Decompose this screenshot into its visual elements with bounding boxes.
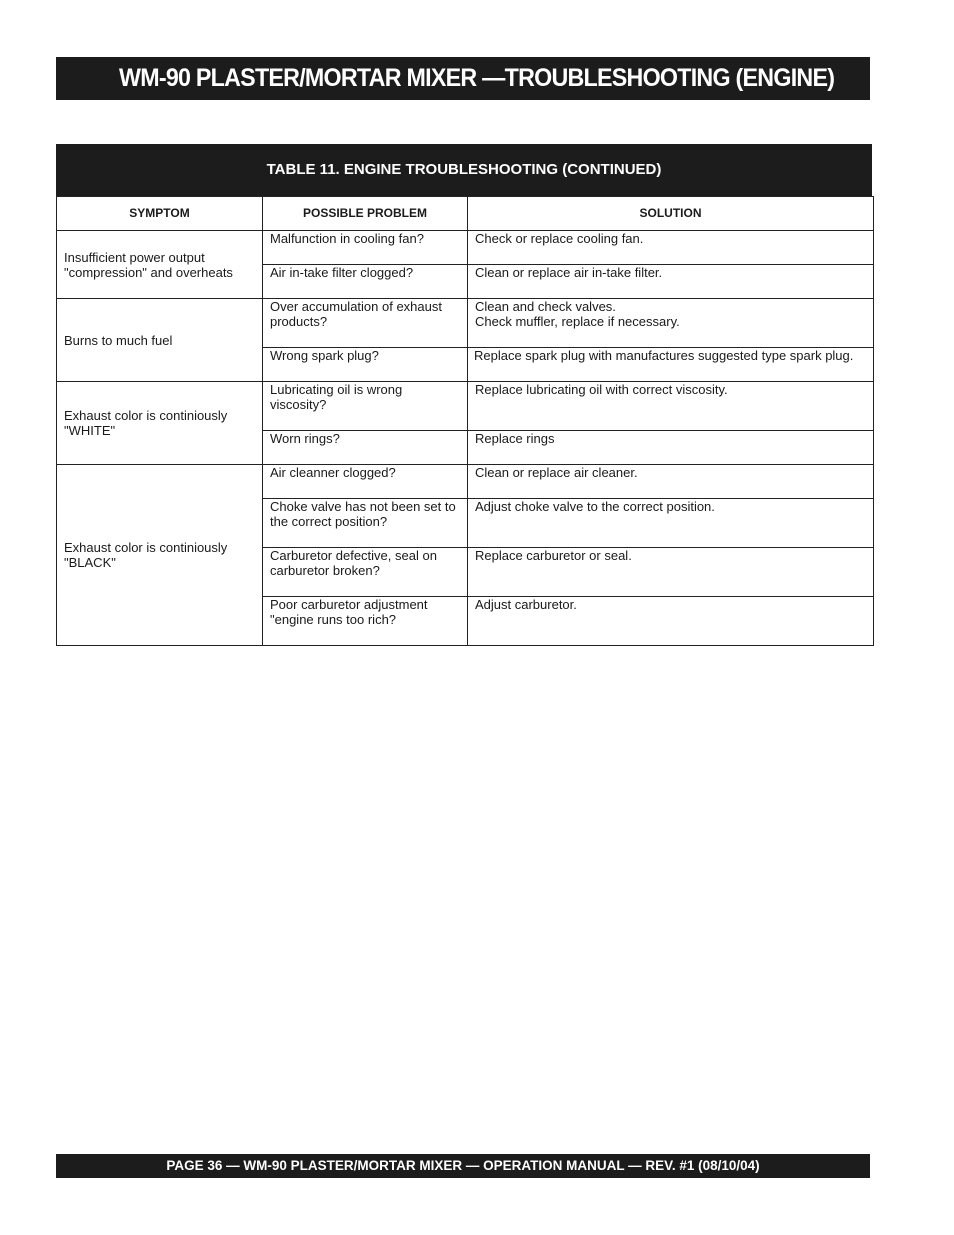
table-row: [57, 231, 874, 265]
symptom-cell: Exhaust color is continiously "WHITE": [57, 382, 263, 465]
problem-cell: Wrong spark plug?: [263, 348, 468, 382]
table-row: [57, 382, 874, 431]
table-caption: TABLE 11. ENGINE TROUBLESHOOTING (CONTINUED): [56, 144, 872, 196]
solution-cell: Clean or replace air cleaner.: [468, 465, 874, 499]
solution-cell: Clean and check valves. Check muffler, replace if necessary.: [468, 299, 874, 348]
problem-cell: Carburetor defective, seal on carburetor broken?: [263, 548, 468, 597]
problem-cell: Poor carburetor adjustment "engine runs too rich?: [263, 597, 468, 646]
solution-cell: Replace lubricating oil with correct viscosity.: [468, 382, 874, 431]
problem-cell: Worn rings?: [263, 431, 468, 465]
problem-cell: Lubricating oil is wrong viscosity?: [263, 382, 468, 431]
symptom-cell: Exhaust color is continiously "BLACK": [57, 465, 263, 646]
solution-cell: Adjust carburetor.: [468, 597, 874, 646]
symptom-cell: Insufficient power output "compression" and overheats: [57, 231, 263, 299]
table-row: [57, 299, 874, 348]
solution-cell: Clean or replace air in-take filter.: [468, 265, 874, 299]
problem-cell: Choke valve has not been set to the correct position?: [263, 499, 468, 548]
troubleshooting-table: [56, 196, 874, 646]
troubleshooting-table-container: [56, 144, 873, 646]
problem-cell: Over accumulation of exhaust products?: [263, 299, 468, 348]
problem-cell: Malfunction in cooling fan?: [263, 231, 468, 265]
header-solution: SOLUTION: [468, 197, 874, 231]
header-symptom: SYMPTOM: [57, 197, 263, 231]
symptom-cell: Burns to much fuel: [57, 299, 263, 382]
solution-cell: Replace carburetor or seal.: [468, 548, 874, 597]
page-footer: PAGE 36 — WM-90 PLASTER/MORTAR MIXER — OPERATION MANUAL — REV. #1 (08/10/04): [56, 1154, 870, 1178]
table-header-row: [57, 197, 874, 231]
problem-cell: Air cleanner clogged?: [263, 465, 468, 499]
solution-cell: Adjust choke valve to the correct position.: [468, 499, 874, 548]
solution-cell: Check or replace cooling fan.: [468, 231, 874, 265]
solution-cell: Replace spark plug with manufactures suggested type spark plug.: [468, 348, 874, 382]
page-title: WM-90 PLASTER/MORTAR MIXER —TROUBLESHOOTING (ENGINE): [119, 64, 835, 92]
header-possible-problem: POSSIBLE PROBLEM: [263, 197, 468, 231]
solution-cell: Replace rings: [468, 431, 874, 465]
problem-cell: Air in-take filter clogged?: [263, 265, 468, 299]
page-title-bar: [56, 57, 870, 100]
table-row: [57, 465, 874, 499]
